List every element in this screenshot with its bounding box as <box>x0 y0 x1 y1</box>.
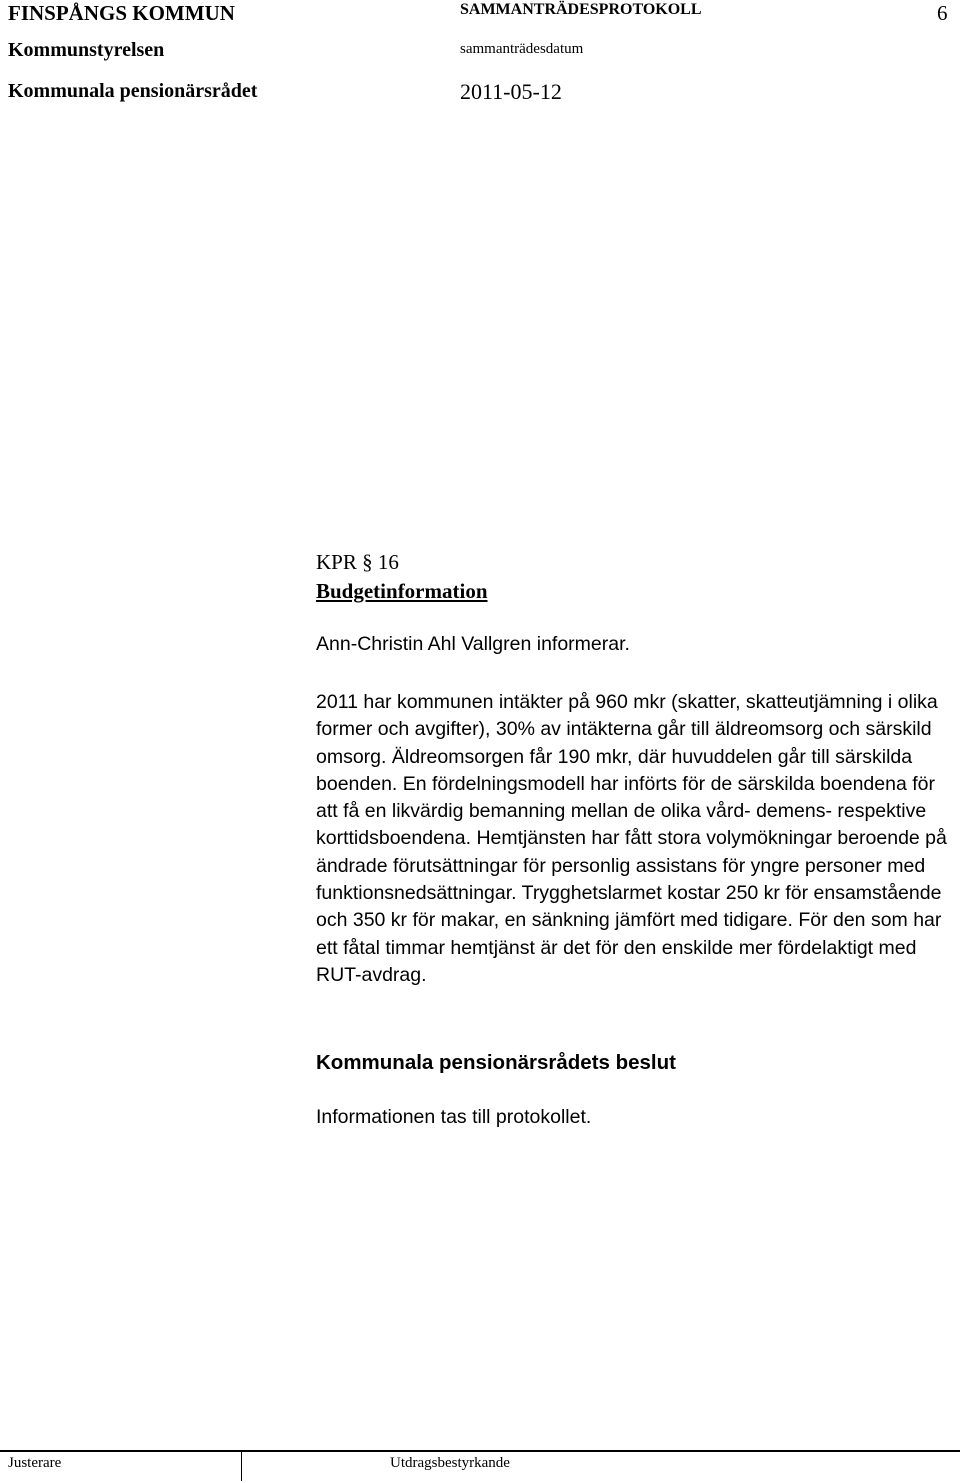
main-paragraph: 2011 har kommunen intäkter på 960 mkr (skatter, skatteutjämning i olika former och avgifter), 30% av intäkterna går till äldreomsorg och särskild omsorg. Äldreomsorgen får 190 mkr, där huvuddelen går till särskilda boenden. En fördelningsmodell har införts för de särskilda boendena för att få en likvärdig bemanning mellan de olika vård- demens- respektive korttidsboendena. Hemtjänsten har fått stora volymökningar beroende på ändrade förutsättningar för personlig assistans för yngre personer med funktionsnedsättningar. Trygghetslarmet kostar 250 kr för ensamstående och 350 kr för makar, en sänkning jämfört med tidigare. För den som har ett fåtal timmar hemtjänst är det för den enskilde mer fördelaktigt med RUT-avdrag. <box>316 691 947 986</box>
page-number: 6 <box>937 1 948 25</box>
footer-utdrag-label: Utdragsbestyrkande <box>390 1455 510 1471</box>
board-name: Kommunstyrelsen <box>8 39 165 61</box>
section-title: Budgetinformation <box>316 579 488 603</box>
decision-heading: Kommunala pensionärsrådets beslut <box>316 1051 676 1074</box>
committee-name: Kommunala pensionärsrådet <box>8 80 258 102</box>
decision-text: Informationen tas till protokollet. <box>316 1106 592 1128</box>
date-label: sammanträdesdatum <box>460 41 584 57</box>
document-type: SAMMANTRÄDESPROTOKOLL <box>460 1 702 18</box>
meeting-date: 2011-05-12 <box>460 79 562 104</box>
footer-justerare-label: Justerare <box>8 1455 62 1471</box>
footer-rule <box>0 1450 960 1452</box>
organization-name: FINSPÅNGS KOMMUN <box>8 1 235 25</box>
presenter-line: Ann-Christin Ahl Vallgren informerar. <box>316 633 630 655</box>
section-id: KPR § 16 <box>316 550 399 574</box>
footer-divider <box>241 1451 242 1481</box>
